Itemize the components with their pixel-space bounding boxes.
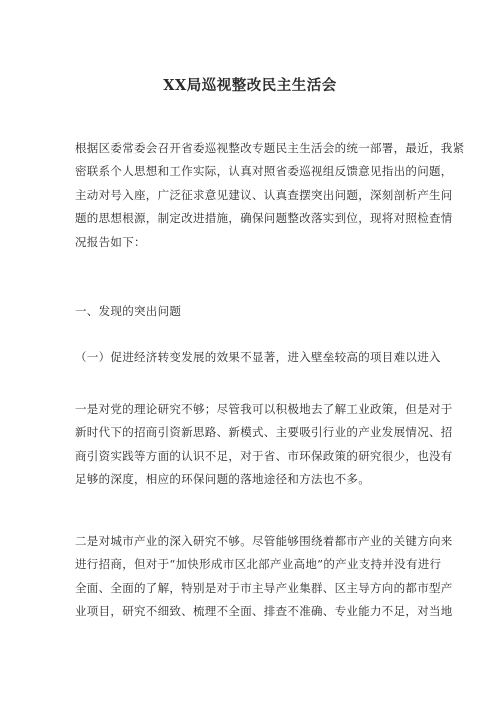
paragraph-line: 商引资实践等方面的认识不足，对于省、市环保政策的研究很少，也没有 (75, 448, 453, 463)
paragraph-line: 密联系个人思想和工作实际，认真对照省委巡视组反馈意见指出的问题， (75, 164, 453, 179)
section-heading: 一、发现的突出问题 (75, 304, 182, 318)
subsection-heading: （一）促进经济转变发展的效果不显著，进入壁垒较高的项目难以进入 (75, 350, 441, 364)
paragraph-line: 题的思想根源，制定改进措施，确保问题整改落实到位，现将对照检查情 (75, 211, 453, 226)
paragraph-line: 况报告如下： (75, 234, 146, 249)
body-paragraph-2 (75, 530, 453, 624)
paragraph-line: 足够的深度，相应的环保问题的落地途径和方法也不多。 (75, 472, 370, 487)
paragraph-line: 一是对党的理论研究不够；尽管我可以积极地去了解工业政策，但是对于 (75, 402, 453, 416)
paragraph-line: 二是对城市产业的深入研究不够。尽管能够围绕着都市产业的关键方向来 (75, 534, 453, 548)
body-paragraph-1 (75, 398, 453, 492)
document-title: XX局巡视整改民主生活会 (163, 77, 337, 94)
paragraph-line: 新时代下的招商引资新思路、新模式、主要吸引行业的产业发展情况、招 (75, 425, 453, 440)
paragraph-line: 主动对号入座，广泛征求意见建议、认真查摆突出问题，深刻剖析产生问 (75, 187, 453, 202)
paragraph-line: 全面、全面的了解，特别是对于市主导产业集群、区主导方向的都市型产 (75, 580, 453, 595)
paragraph-line: 进行招商，但对于“加快形成市区北部产业高地”的产业支持并没有进行 (75, 557, 442, 572)
intro-paragraph (75, 137, 465, 254)
paragraph-line: 业项目，研究不细致、梳理不全面、排查不准确、专业能力不足，对当地 (75, 604, 453, 619)
paragraph-line: 根据区委常委会召开省委巡视整改专题民主生活会的统一部署，最近，我紧 (75, 141, 465, 155)
